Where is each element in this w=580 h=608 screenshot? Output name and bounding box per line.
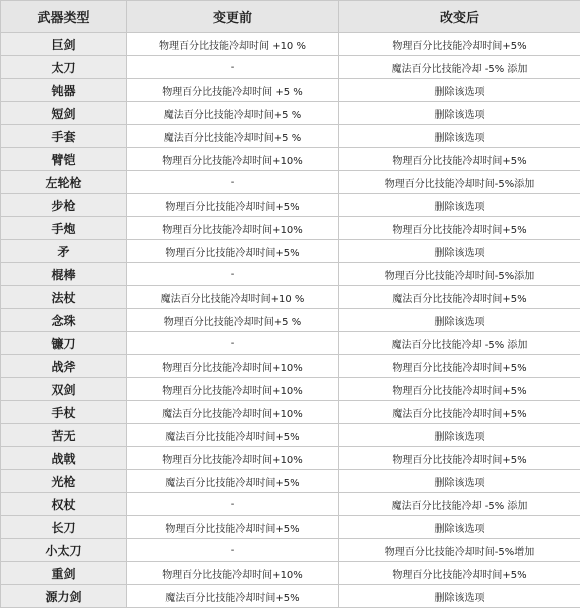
- table-row: [1, 424, 580, 447]
- table-row: [1, 493, 580, 516]
- after-change-cell: 物理百分比技能冷却时间-5%添加: [339, 263, 580, 286]
- table-row: [1, 309, 580, 332]
- table-row: [1, 539, 580, 562]
- after-change-cell: 魔法百分比技能冷却 -5% 添加: [339, 56, 580, 79]
- weapon-name-cell: 太刀: [1, 56, 127, 79]
- weapon-name-cell: 手套: [1, 125, 127, 148]
- after-change-cell: 删除该选项: [339, 194, 580, 217]
- weapon-name-cell: 棍棒: [1, 263, 127, 286]
- after-change-cell: 删除该选项: [339, 309, 580, 332]
- before-change-cell: 魔法百分比技能冷却时间+5%: [127, 585, 339, 608]
- weapon-name-cell: 战戟: [1, 447, 127, 470]
- after-change-cell: 删除该选项: [339, 516, 580, 539]
- before-change-cell: 物理百分比技能冷却时间+10%: [127, 148, 339, 171]
- table-row: [1, 125, 580, 148]
- table-row: [1, 447, 580, 470]
- weapon-name-cell: 长刀: [1, 516, 127, 539]
- before-change-cell: 物理百分比技能冷却时间+10%: [127, 217, 339, 240]
- after-change-cell: 物理百分比技能冷却时间-5%添加: [339, 171, 580, 194]
- table-row: [1, 286, 580, 309]
- before-change-cell: 物理百分比技能冷却时间+5%: [127, 240, 339, 263]
- after-change-cell: 删除该选项: [339, 102, 580, 125]
- weapon-name-cell: 法杖: [1, 286, 127, 309]
- after-change-cell: 物理百分比技能冷却时间+5%: [339, 148, 580, 171]
- weapon-name-cell: 镰刀: [1, 332, 127, 355]
- before-change-cell: 魔法百分比技能冷却时间+10 %: [127, 286, 339, 309]
- after-change-cell: 物理百分比技能冷却时间+5%: [339, 378, 580, 401]
- after-change-cell: 物理百分比技能冷却时间+5%: [339, 562, 580, 585]
- before-change-cell: 物理百分比技能冷却时间+5 %: [127, 309, 339, 332]
- before-change-cell: 魔法百分比技能冷却时间+5%: [127, 470, 339, 493]
- weapon-name-cell: 短剑: [1, 102, 127, 125]
- before-change-cell: 魔法百分比技能冷却时间+10%: [127, 401, 339, 424]
- table-row: [1, 194, 580, 217]
- before-change-cell: 物理百分比技能冷却时间+10%: [127, 378, 339, 401]
- table-row: [1, 355, 580, 378]
- weapon-name-cell: 双剑: [1, 378, 127, 401]
- weapon-name-cell: 重剑: [1, 562, 127, 585]
- before-change-cell: 魔法百分比技能冷却时间+5 %: [127, 125, 339, 148]
- table-header-row: [1, 1, 580, 33]
- table-row: [1, 562, 580, 585]
- weapon-name-cell: 手杖: [1, 401, 127, 424]
- table-row: [1, 102, 580, 125]
- after-change-cell: 魔法百分比技能冷却时间+5%: [339, 401, 580, 424]
- table-row: [1, 33, 580, 56]
- before-change-cell: -: [127, 56, 339, 79]
- after-change-cell: 物理百分比技能冷却时间+5%: [339, 355, 580, 378]
- weapon-name-cell: 臂铠: [1, 148, 127, 171]
- before-change-cell: 魔法百分比技能冷却时间+5%: [127, 424, 339, 447]
- after-change-cell: 删除该选项: [339, 79, 580, 102]
- weapon-name-cell: 源力剑: [1, 585, 127, 608]
- weapon-name-cell: 念珠: [1, 309, 127, 332]
- before-change-cell: -: [127, 493, 339, 516]
- after-change-cell: 魔法百分比技能冷却时间+5%: [339, 286, 580, 309]
- header-weapon-type: 武器类型: [1, 1, 127, 33]
- before-change-cell: -: [127, 263, 339, 286]
- header-after: 改变后: [339, 1, 580, 33]
- before-change-cell: -: [127, 539, 339, 562]
- before-change-cell: 物理百分比技能冷却时间+10%: [127, 562, 339, 585]
- after-change-cell: 魔法百分比技能冷却 -5% 添加: [339, 332, 580, 355]
- weapon-name-cell: 战斧: [1, 355, 127, 378]
- after-change-cell: 物理百分比技能冷却时间+5%: [339, 447, 580, 470]
- weapon-name-cell: 左轮枪: [1, 171, 127, 194]
- weapon-name-cell: 小太刀: [1, 539, 127, 562]
- before-change-cell: 物理百分比技能冷却时间+10%: [127, 355, 339, 378]
- after-change-cell: 魔法百分比技能冷却 -5% 添加: [339, 493, 580, 516]
- weapon-name-cell: 钝器: [1, 79, 127, 102]
- table-row: [1, 263, 580, 286]
- table-row: [1, 332, 580, 355]
- after-change-cell: 删除该选项: [339, 424, 580, 447]
- after-change-cell: 删除该选项: [339, 585, 580, 608]
- before-change-cell: -: [127, 332, 339, 355]
- weapon-name-cell: 苦无: [1, 424, 127, 447]
- before-change-cell: 物理百分比技能冷却时间 +10 %: [127, 33, 339, 56]
- after-change-cell: 物理百分比技能冷却时间-5%增加: [339, 539, 580, 562]
- weapon-name-cell: 步枪: [1, 194, 127, 217]
- table-row: [1, 401, 580, 424]
- header-before: 变更前: [127, 1, 339, 33]
- table-row: [1, 585, 580, 608]
- after-change-cell: 删除该选项: [339, 125, 580, 148]
- before-change-cell: -: [127, 171, 339, 194]
- table-row: [1, 148, 580, 171]
- after-change-cell: 物理百分比技能冷却时间+5%: [339, 217, 580, 240]
- before-change-cell: 物理百分比技能冷却时间 +5 %: [127, 79, 339, 102]
- before-change-cell: 物理百分比技能冷却时间+5%: [127, 194, 339, 217]
- table-row: [1, 79, 580, 102]
- weapon-name-cell: 权杖: [1, 493, 127, 516]
- table-row: [1, 217, 580, 240]
- table-row: [1, 56, 580, 79]
- after-change-cell: 删除该选项: [339, 470, 580, 493]
- weapon-name-cell: 光枪: [1, 470, 127, 493]
- weapon-name-cell: 巨剑: [1, 33, 127, 56]
- table-row: [1, 171, 580, 194]
- after-change-cell: 删除该选项: [339, 240, 580, 263]
- weapon-name-cell: 矛: [1, 240, 127, 263]
- table-row: [1, 516, 580, 539]
- table-row: [1, 240, 580, 263]
- before-change-cell: 魔法百分比技能冷却时间+5 %: [127, 102, 339, 125]
- after-change-cell: 物理百分比技能冷却时间+5%: [339, 33, 580, 56]
- before-change-cell: 物理百分比技能冷却时间+5%: [127, 516, 339, 539]
- weapon-name-cell: 手炮: [1, 217, 127, 240]
- table-row: [1, 470, 580, 493]
- before-change-cell: 物理百分比技能冷却时间+10%: [127, 447, 339, 470]
- table-row: [1, 378, 580, 401]
